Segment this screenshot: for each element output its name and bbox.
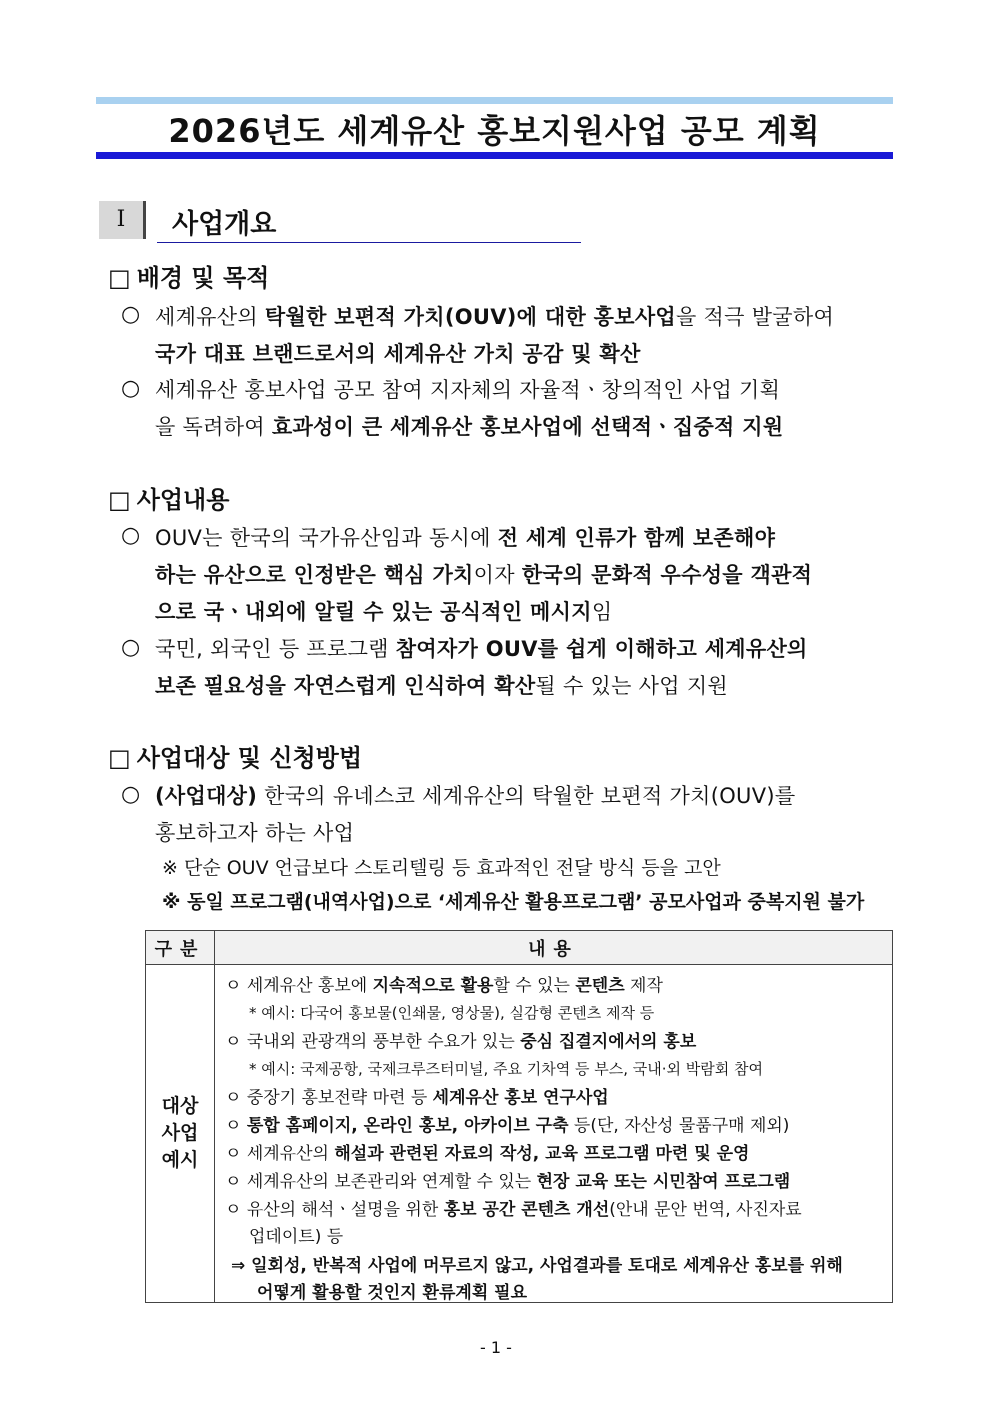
square-icon: □	[108, 744, 131, 772]
paragraph-line: (사업대상) 한국의 유네스코 세계유산의 탁월한 보편적 가치(OUV)를	[155, 784, 796, 808]
title-bottom-bar	[96, 152, 893, 159]
list-subitem: * 예시: 다국어 홍보물(인쇄물, 영상물), 실감형 콘텐츠 제작 등	[249, 1004, 655, 1022]
table-header-row	[146, 931, 893, 965]
heading-target	[108, 738, 362, 773]
circle-bullet-icon: ○	[121, 635, 141, 660]
conclusion-line: ⇒ 일회성, 반복적 사업에 머무르지 않고, 사업결과를 토대로 세계유산 홍보를 위해	[231, 1256, 843, 1276]
conclusion-line: 어떻게 활용할 것인지 환류계획 필요	[257, 1283, 528, 1303]
paragraph-line: 을 독려하여 효과성이 큰 세계유산 홍보사업에 선택적ㆍ집중적 지원	[155, 415, 784, 439]
square-icon: □	[108, 264, 131, 292]
paragraph-line: 세계유산의 탁월한 보편적 가치(OUV)에 대한 홍보사업을 적극 발굴하여	[155, 305, 835, 329]
paragraph-line: 국민, 외국인 등 프로그램 참여자가 OUV를 쉽게 이해하고 세계유산의	[155, 637, 808, 661]
section-title: 사업개요	[172, 209, 277, 240]
note-bold: ※ 동일 프로그램(내역사업)으로 ‘세계유산 활용프로그램’ 공모사업과 중복지원 불가	[162, 891, 865, 913]
paragraph-line: OUV는 한국의 국가유산임과 동시에 전 세계 인류가 함께 보존해야	[155, 526, 776, 550]
list-item: ㅇ 중장기 홍보전략 마련 등 세계유산 홍보 연구사업	[225, 1088, 609, 1108]
heading-text: 사업내용	[136, 486, 230, 514]
list-item: ㅇ 통합 홈페이지, 온라인 홍보, 아카이브 구축 등(단, 자산성 물품구매 제외)	[225, 1116, 790, 1136]
circle-bullet-icon: ○	[121, 782, 141, 807]
table-header-content: 내용	[215, 931, 893, 965]
section-underline	[157, 242, 581, 243]
list-item: ㅇ 세계유산의 보존관리와 연계할 수 있는 현장 교육 또는 시민참여 프로그램	[225, 1172, 791, 1192]
list-item-continuation: 업데이트) 등	[249, 1227, 344, 1247]
square-icon: □	[108, 486, 131, 514]
table-category-cell: 대상 사업 예시	[146, 965, 215, 1303]
note: ※ 단순 OUV 언급보다 스토리텔링 등 효과적인 전달 방식 등을 고안	[162, 857, 721, 879]
list-item: ㅇ 국내외 관광객의 풍부한 수요가 있는 중심 집결지에서의 홍보	[225, 1032, 697, 1052]
page-number: - 1 -	[480, 1338, 512, 1357]
paragraph-line: 홍보하고자 하는 사업	[155, 821, 355, 845]
table-content-cell	[215, 965, 893, 1303]
document-title: 2026년도 세계유산 홍보지원사업 공모 계획	[168, 112, 821, 150]
table-header-category: 구분	[146, 931, 215, 965]
paragraph-line: 세계유산 홍보사업 공모 참여 지자체의 자율적ㆍ창의적인 사업 기획	[155, 378, 781, 402]
paragraph-line: 보존 필요성을 자연스럽게 인식하여 확산될 수 있는 사업 지원	[155, 674, 728, 698]
circle-bullet-icon: ○	[121, 376, 141, 401]
paragraph-line: 국가 대표 브랜드로서의 세계유산 가치 공감 및 확산	[155, 342, 641, 366]
heading-text: 배경 및 목적	[136, 264, 270, 292]
circle-bullet-icon: ○	[121, 302, 141, 327]
list-item: ㅇ 세계유산 홍보에 지속적으로 활용할 수 있는 콘텐츠 제작	[225, 976, 663, 996]
circle-bullet-icon: ○	[121, 523, 141, 548]
list-subitem: * 예시: 국제공항, 국제크루즈터미널, 주요 기차역 등 부스, 국내·외 박람회 참여	[249, 1060, 764, 1078]
heading-background	[108, 258, 269, 293]
heading-content	[108, 480, 229, 515]
title-top-bar	[96, 97, 893, 104]
table-row	[146, 965, 893, 1303]
section-number: Ⅰ	[99, 201, 146, 239]
list-item: ㅇ 유산의 해석ㆍ설명을 위한 홍보 공간 콘텐츠 개선(안내 문안 번역, 사진자료	[225, 1200, 802, 1220]
paragraph-line: 하는 유산으로 인정받은 핵심 가치이자 한국의 문화적 우수성을 객관적	[155, 563, 813, 587]
paragraph-line: 으로 국ㆍ내외에 알릴 수 있는 공식적인 메시지임	[155, 600, 613, 624]
list-item: ㅇ 세계유산의 해설과 관련된 자료의 작성, 교육 프로그램 마련 및 운영	[225, 1144, 750, 1164]
heading-text: 사업대상 및 신청방법	[136, 744, 363, 772]
target-examples-table	[145, 930, 893, 1303]
